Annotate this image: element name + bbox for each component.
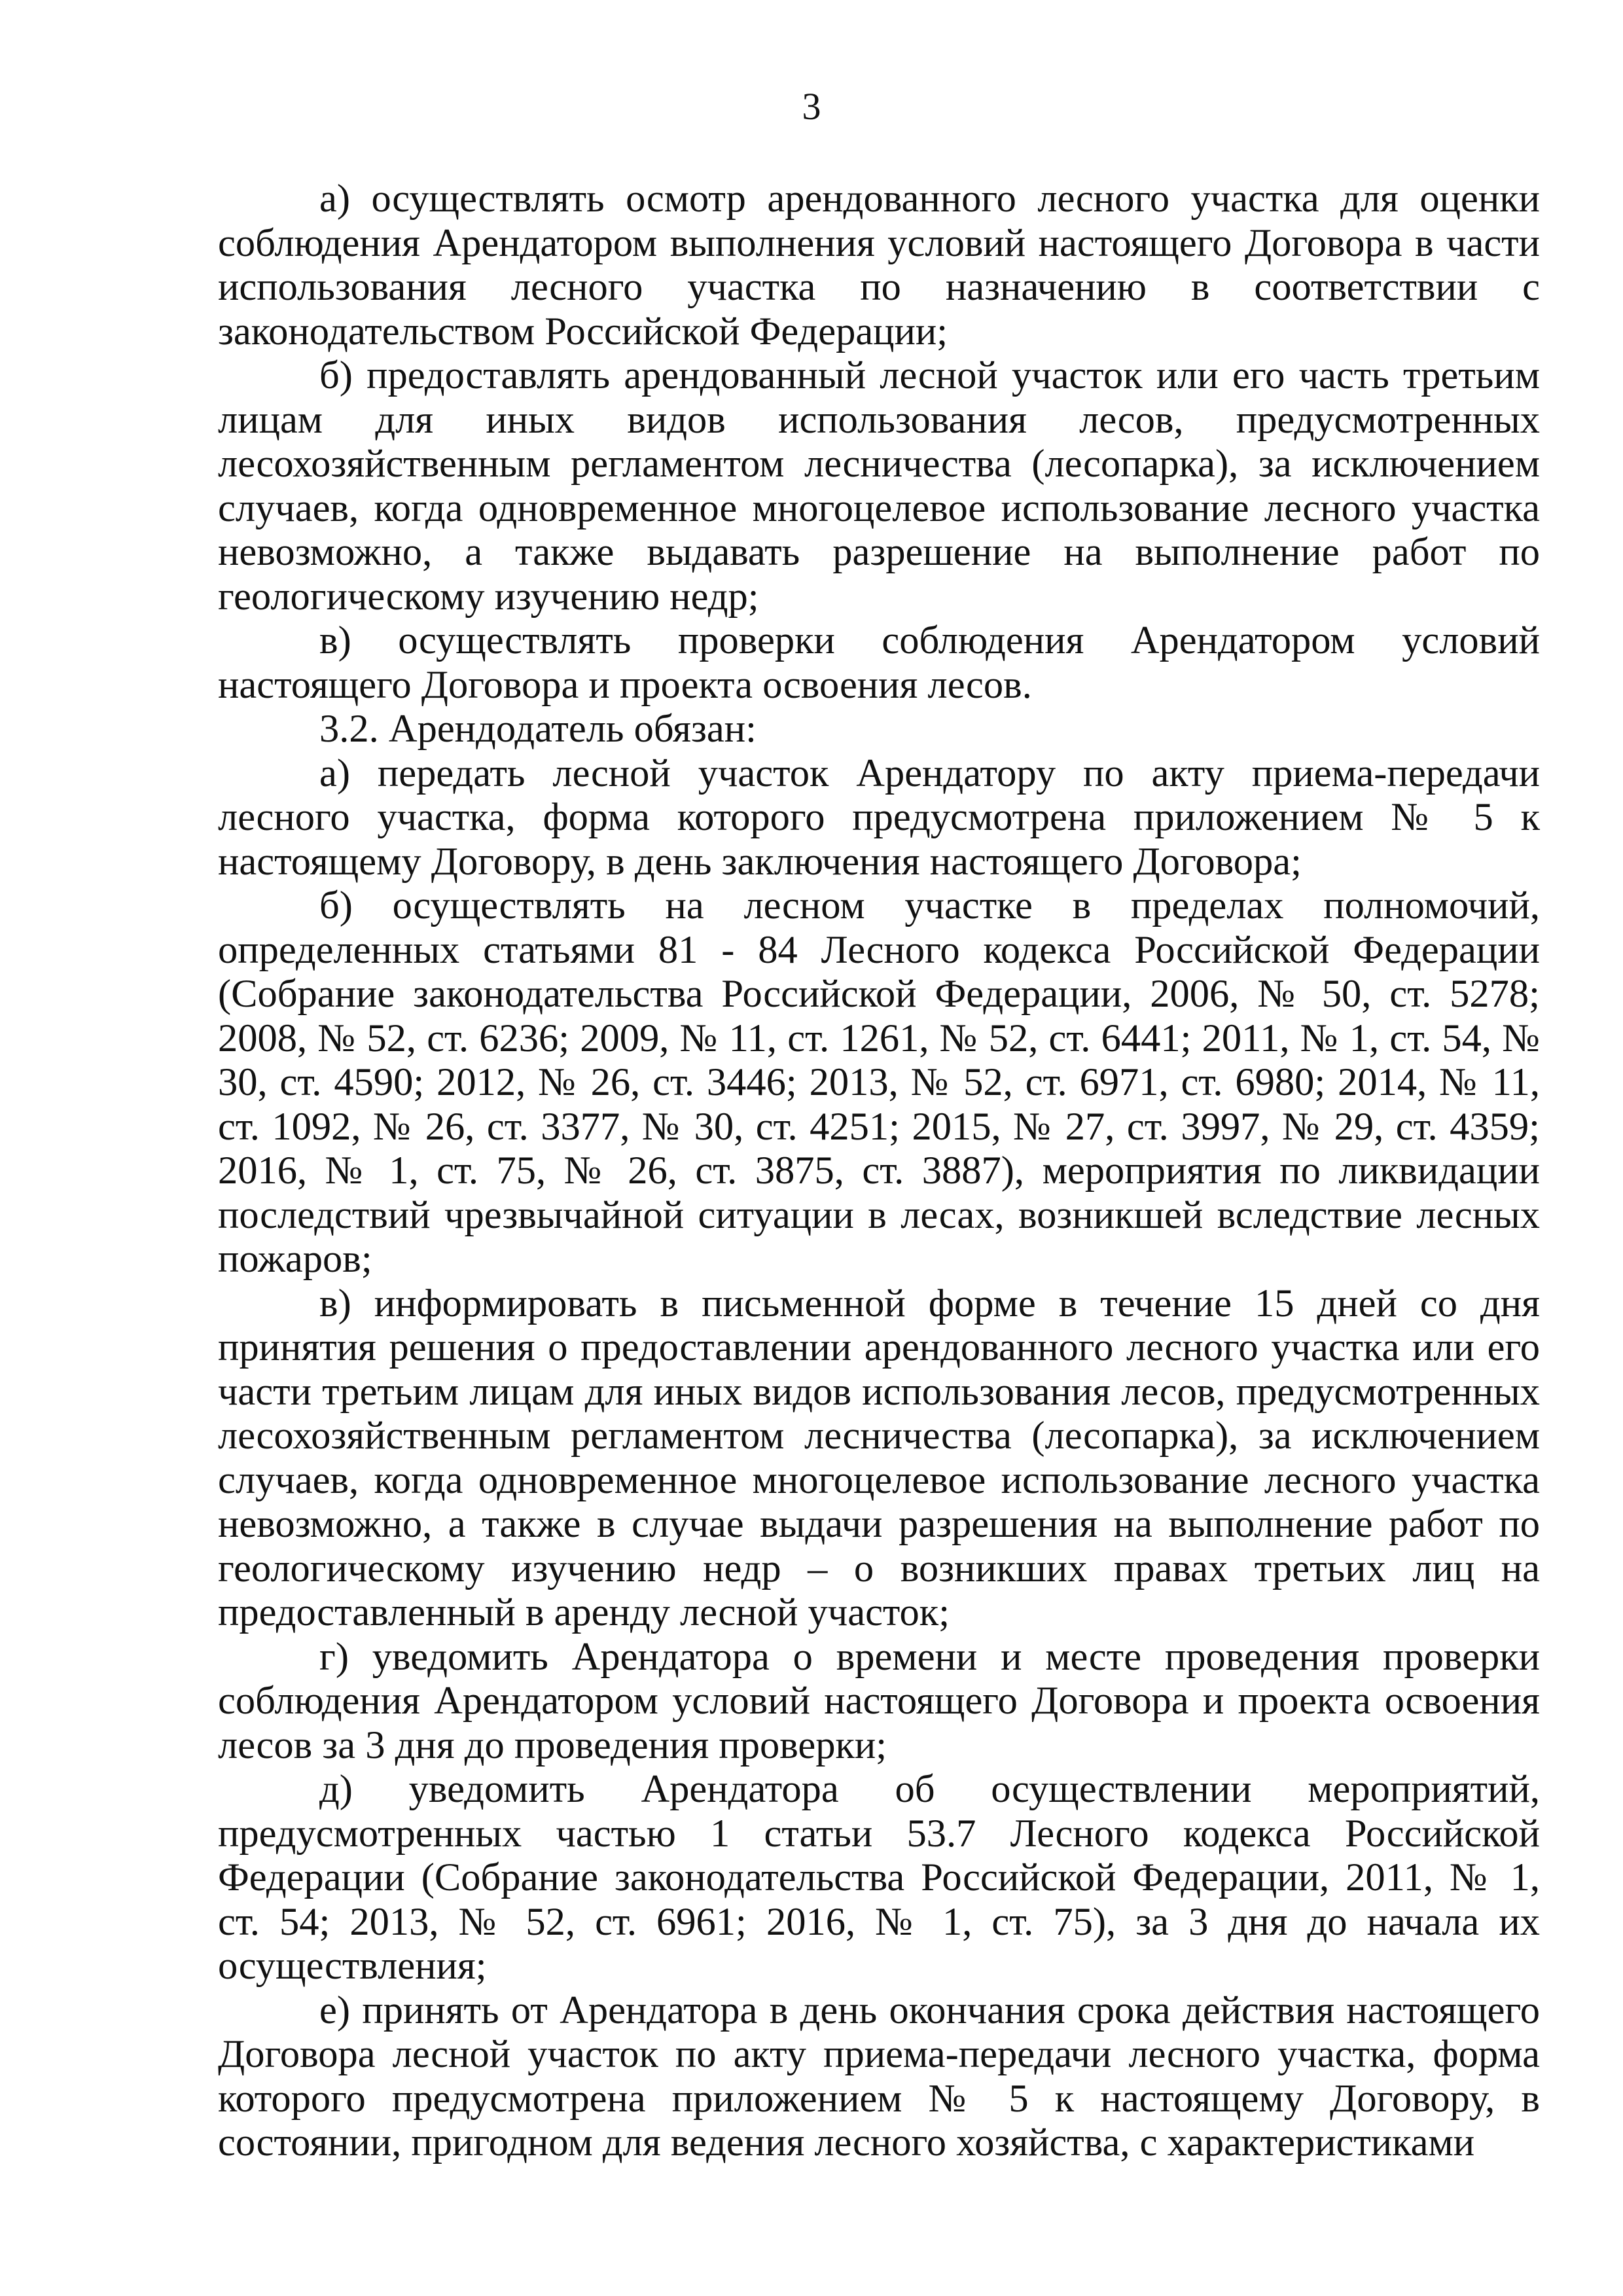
paragraph-3-1-b: б) предоставлять арендованный лесной участок или его часть третьим лицам для иных видов использования лесов, предусмотренных лесохозяйственным регламентом лесничества (лесопарка), за исключением случаев, когда одновременное многоцелевое использование лесного участка невозможно, а также выдавать разрешение на выполнение работ по геологическому изучению недр; bbox=[218, 353, 1540, 619]
paragraph-3-2-a: а) передать лесной участок Арендатору по акту приема-передачи лесного участка, форма которого предусмотрена приложением № 5 к настоящему Договору, в день заключения настоящего Договора; bbox=[218, 751, 1540, 884]
paragraph-3-1-a: а) осуществлять осмотр арендованного лесного участка для оценки соблюдения Арендатором выполнения условий настоящего Договора в части использования лесного участка по назначению в соответствии с законодательством Российской Федерации; bbox=[218, 177, 1540, 353]
paragraph-3-2-g: г) уведомить Арендатора о времени и месте проведения проверки соблюдения Арендатором условий настоящего Договора и проекта освоения лесов за 3 дня до проведения проверки; bbox=[218, 1634, 1540, 1767]
paragraph-3-1-v: в) осуществлять проверки соблюдения Арендатором условий настоящего Договора и проекта освоения лесов. bbox=[218, 619, 1540, 707]
paragraph-3-2-v: в) информировать в письменной форме в течение 15 дней со дня принятия решения о предоставлении арендованного лесного участка или его части третьим лицам для иных видов использования лесов, предусмотренных лесохозяйственным регламентом лесничества (лесопарка), за исключением случаев, когда одновременное многоцелевое использование лесного участка невозможно, а также в случае выдачи разрешения на выполнение работ по геологическому изучению недр – о возникших правах третьих лиц на предоставленный в аренду лесной участок; bbox=[218, 1281, 1540, 1634]
section-heading-3-2: 3.2. Арендодатель обязан: bbox=[319, 707, 757, 751]
page-number: 3 bbox=[802, 85, 821, 128]
paragraph-3-2-b: б) осуществлять на лесном участке в пределах полномочий, определенных статьями 81 - 84 Лесного кодекса Российской Федерации (Собрание законодательства Российской Федерации, 2006, № 50, ст. 5278; 2008, № 52, ст. 6236; 2009, № 11, ст. 1261, № 52, ст. 6441; 2011, № 1, ст. 54, № 30, ст. 4590; 2012, № 26, ст. 3446; 2013, № 52, ст. 6971, ст. 6980; 2014, № 11, ст. 1092, № 26, ст. 3377, № 30, ст. 4251; 2015, № 27, ст. 3997, № 29, ст. 4359; 2016, № 1, ст. 75, № 26, ст. 3875, ст. 3887), мероприятия по ликвидации последствий чрезвычайной ситуации в лесах, возникшей вследствие лесных пожаров; bbox=[218, 884, 1540, 1281]
document-body bbox=[218, 177, 1540, 2165]
paragraph-3-2-d: д) уведомить Арендатора об осуществлении мероприятий, предусмотренных частью 1 статьи 53.7 Лесного кодекса Российской Федерации (Собрание законодательства Российской Федерации, 2011, № 1, ст. 54; 2013, № 52, ст. 6961; 2016, № 1, ст. 75), за 3 дня до начала их осуществления; bbox=[218, 1767, 1540, 1988]
paragraph-3-2-e: е) принять от Арендатора в день окончания срока действия настоящего Договора лесной участок по акту приема-передачи лесного участка, форма которого предусмотрена приложением № 5 к настоящему Договору, в состоянии, пригодном для ведения лесного хозяйства, с характеристиками bbox=[218, 1988, 1540, 2164]
